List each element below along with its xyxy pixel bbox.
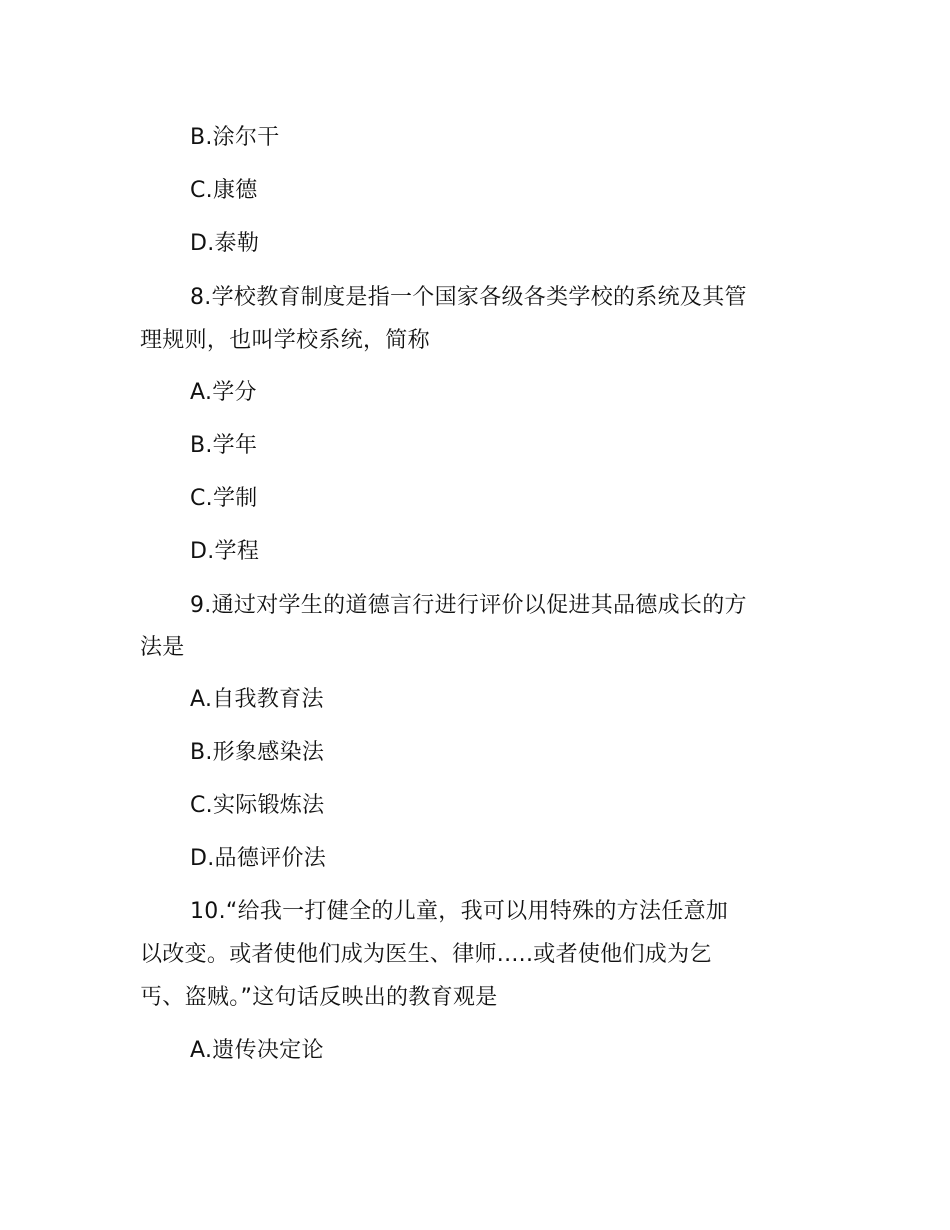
option-c-school-system: C.学制 — [190, 486, 258, 511]
question-9-line-1: 9.通过对学生的道德言行进行评价以促进其品德成长的方 — [190, 593, 747, 618]
option-b-durkheim: B.涂尔干 — [190, 125, 280, 150]
option-b-image-influence: B.形象感染法 — [190, 740, 325, 765]
question-8-line-2: 理规则，也叫学校系统，简称 — [140, 328, 430, 353]
option-d-taylor: D.泰勒 — [190, 231, 260, 256]
question-10-line-2: 以改变。或者使他们成为医生、律师.....或者使他们成为乞 — [140, 942, 712, 967]
question-10-line-1: 10.“给我一打健全的儿童，我可以用特殊的方法任意加 — [190, 899, 729, 924]
option-a-credit: A.学分 — [190, 380, 257, 405]
option-b-academic-year: B.学年 — [190, 433, 258, 458]
option-a-heredity-determinism: A.遗传决定论 — [190, 1038, 324, 1063]
option-a-self-education: A.自我教育法 — [190, 687, 324, 712]
option-c-kant: C.康德 — [190, 178, 258, 203]
option-d-moral-evaluation: D.品德评价法 — [190, 846, 327, 871]
option-d-course: D.学程 — [190, 539, 260, 564]
question-9-line-2: 法是 — [140, 635, 185, 660]
question-10-line-3: 丐、盗贼。”这句话反映出的教育观是 — [140, 985, 498, 1010]
option-c-practical-training: C.实际锻炼法 — [190, 793, 325, 818]
question-8-line-1: 8.学校教育制度是指一个国家各级各类学校的系统及其管 — [190, 285, 747, 310]
